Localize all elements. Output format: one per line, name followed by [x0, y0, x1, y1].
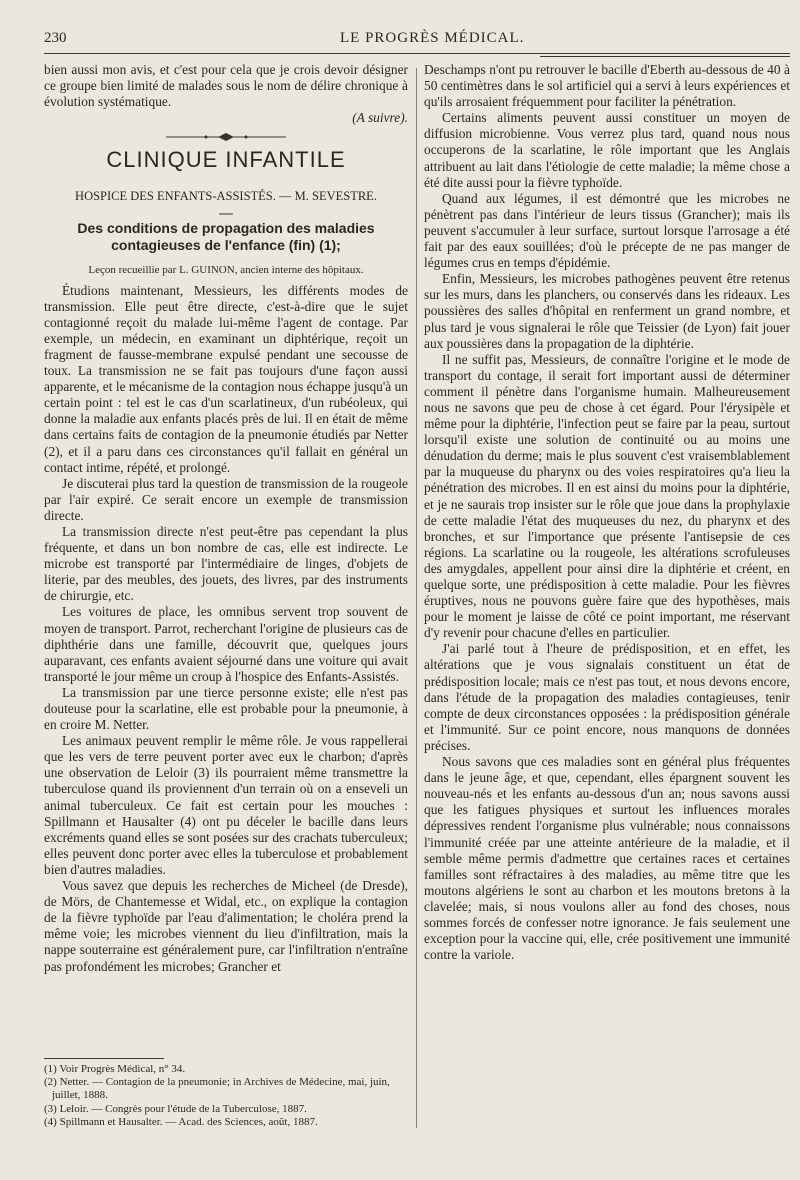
footnote-rule — [44, 1058, 164, 1059]
left-column — [44, 62, 408, 975]
article-title: Des conditions de propagation des maladies contagieuses de l'enfance (fin) (1); — [77, 220, 375, 254]
body-paragraph: Enfin, Messieurs, les microbes pathogènes peuvent être retenus sur les murs, dans les planchers, ou conservés dans les rideaux. Les poussières des salles d'hôpital en renferment un grand nombre, et plus tard je vous signalerai le rôle que Teissier (de Lyon) fait jouer aux poussières dans la propagation de la diphtérie. — [424, 271, 790, 351]
footnote: (1) Voir Progrès Médical, n° 34. — [44, 1063, 186, 1075]
body-paragraph: Quand aux légumes, il est démontré que les microbes ne pénètrent pas dans l'intérieur de leurs tissus (Grancher); mais ils peuvent s'accumuler à leur surface, surtout lorsque l'arrosage a été fait par des eaux souillées; d'où le précepte de ne pas manger de légumes crus en temps d'épidémie. — [424, 190, 790, 271]
page-number: 230 — [44, 30, 67, 46]
body-paragraph: Je discuterai plus tard la question de transmission de la rougeole par l'air expiré. Ce serait encore un exemple de transmission directe. — [44, 475, 408, 523]
journal-title: LE PROGRÈS MÉDICAL. — [340, 30, 525, 46]
body-paragraph: Les voitures de place, les omnibus servent trop souvent de moyen de transport. Parrot, recherchant l'origine de plusieurs cas de diphthérie dans une famille, découvrit que, quelques jours auparavant, ces enfants avaient séjourné dans une voiture qui avait transporté le jour même un croup à l'hospice des Enfants-Assistés. — [44, 604, 408, 684]
running-header — [44, 30, 790, 52]
footnotes — [44, 1063, 408, 1129]
body-paragraph: J'ai parlé tout à l'heure de prédisposition, et en effet, les altérations que je vous signalais constituent un état de prédisposition locale; mais ce n'est pas tout, et nous devons encore, dans l'étude de la propagation des maladies contagieuses, tenir compte de deux circonstances opposées : la prédisposition générale et l'immunité. Sur ce point encore, nous manquons de données précises. — [424, 641, 790, 753]
body-paragraph: Certains aliments peuvent aussi constituer un moyen de diffusion microbienne. Vous verrez plus tard, quand nous nous occuperons de la scarlatine, le rôle important que les Anglais attribuent au lait dans l'étiologie de cette maladie; la même chose a été dite aussi pour la fièvre typhoïde. — [424, 110, 790, 190]
column-divider — [416, 68, 417, 1128]
footnote: (4) Spillmann et Hausalter. — Acad. des Sciences, août, 1887. — [44, 1115, 318, 1128]
body-paragraph: Deschamps n'ont pu retrouver le bacille d'Eberth au-dessous de 40 à 50 centimètres dans le sol artificiel qui a servi à leurs expériences et qu'ils arrosaient fréquemment pour faciliter la pénétration. — [424, 62, 790, 110]
section-ornament — [44, 130, 408, 142]
right-column — [424, 62, 790, 963]
section-title: CLINIQUE INFANTILE — [106, 147, 346, 173]
footnote: (3) Leloir. — Congrès pour l'étude de la Tuberculose, 1887. — [44, 1102, 307, 1115]
header-rule-short — [540, 56, 790, 57]
body-paragraph: Étudions maintenant, Messieurs, les différents modes de transmission. Elle peut être directe, c'est-à-dire que le sujet contagionné reçoit du malade lui-même l'agent de contage. Par exemple, un médecin, en examinant un diphtérique, reçoit un fragment de fausse-membrane expulsé pendant une secousse de toux. La transmission ne se fait pas toujours d'une façon aussi apparente, et le mécanisme de la contagion nous échappe jusqu'à un certain point : tel est le cas d'un scarlatineux, d'un rubéoleux, qui donne la maladie aux enfants placés près de lui. Il en était de même dans certains faits de contagion de la pneumonie étudiés par Netter (2), et il a paru dans ces circonstances qu'il fallait en général un contact intime, répété, et prolongé. — [44, 282, 408, 475]
hospice-line: HOSPICE DES ENFANTS-ASSISTÉS. — M. SEVESTRE. — [75, 189, 377, 204]
continued-text: bien aussi mon avis, et c'est pour cela que je crois devoir désigner ce groupe bien limité de malades sous le nom de délire chronique à évolution systématique. — [44, 62, 408, 110]
body-paragraph: Les animaux peuvent remplir le même rôle. Je vous rappellerai que les vers de terre peuvent porter avec eux le charbon; d'après une observation de Leloir (3) ils pourraient même transmettre la tuberculose quand ils proviennent d'un terrain où on a enseveli un animal tuberculeux. Ce fait est certain pour les mouches : Spillmann et Hausalter (4) ont pu déceler le bacille dans leurs excréments quand elles se sont posées sur des crachats tuberculeux; elles peuvent donc porter avec elles la tuberculose et probablement bien d'autres maladies. — [44, 733, 408, 877]
body-paragraph: La transmission directe n'est peut-être pas cependant la plus fréquente, et dans un bon nombre de cas, elle est indirecte. Le microbe est transporté par l'intermédiaire de linges, d'objets de literie, par des meubles, des jouets, des livres, par des instruments de chirurgie, etc. — [44, 523, 408, 604]
lecture-credit: Leçon recueillie par L. GUINON, ancien interne des hôpitaux. — [88, 264, 364, 277]
body-paragraph: Il ne suffit pas, Messieurs, de connaître l'origine et le mode de transport du contage, il serait fort important aussi de déterminer comment il pénètre dans l'organisme humain. Malheureusement nous ne savons que peu de chose à cet égard. Pour l'érysipèle et même pour la diphtérie, l'infection peut se faire par la peau, surtout lorsqu'il existe une solution de continuité ou au moins une dénudation du derme; mais le plus souvent c'est vraisemblablement par la muqueuse du pharynx ou des voies respiratoires qu'a lieu la pénétration des microbes. Il en est ainsi du moins pour la diphtérie, et je ne saurais trop insister sur le rôle que joue dans la prophylaxie de cette maladie l'état des muqueuses du nez, du pharynx et des bronches, et sur l'importance que présente l'antisepsie de ces régions. La scarlatine ou la rougeole, les altérations scrofuleuses des amygdales, appellent pour ainsi dire la diphtérie et créent, en quelque sorte, une prédisposition à cette maladie. Pour les fièvres éruptives, nous ne pouvons guère faire que des hypothèses, mais pour le moment je laisse de côté ce point important, me réservant d'y revenir pour chacune d'elles en particulier. — [424, 351, 790, 641]
body-paragraph: La transmission par une tierce personne existe; elle n'est pas douteuse pour la scarlatine, elle est probable pour la pneumonie, à en croire M. Netter. — [44, 684, 408, 733]
to-be-continued: (A suivre). — [352, 110, 408, 126]
body-paragraph: Vous savez que depuis les recherches de Micheel (de Dresde), de Mörs, de Chantemesse et Widal, etc., on explique la contagion de la fièvre typhoïde par l'eau d'alimentation; le choléra prend la même voie; les microbes viennent du lieu d'infiltration, mais la nappe souterraine est généralement pure, car l'infiltration n'entraîne pas profondément les microbes; Grancher et — [44, 878, 408, 974]
title-separator — [44, 208, 408, 218]
body-paragraph: Nous savons que ces maladies sont en général plus fréquentes dans le jeune âge, et que, cependant, elles épargnent souvent les nouveau-nés et les enfants au-dessous d'un an; nous savons aussi que les fatigues physiques et surtout les influences morales dépressives rendent l'organisme plus vulnérable; nous connaissons l'immunité créée par une atteinte antérieure de la maladie, et il semble même permis d'admettre que certaines races et certaines familles sont réfractaires à des maladies, au même titre que les moutons algériens le sont au charbon et les moutons bretons à la clavelée; mais, si nous voulons aller au fond des choses, nous sommes forcés de confesser notre ignorance. Je fais seulement une exception pour la vaccine qui, elle, crée positivement une immunité contre la variole. — [424, 754, 790, 963]
footnote: (2) Netter. — Contagion de la pneumonie; in Archives de Médecine, mai, juin, juillet, 1888. — [44, 1076, 390, 1102]
header-rule — [44, 53, 790, 54]
